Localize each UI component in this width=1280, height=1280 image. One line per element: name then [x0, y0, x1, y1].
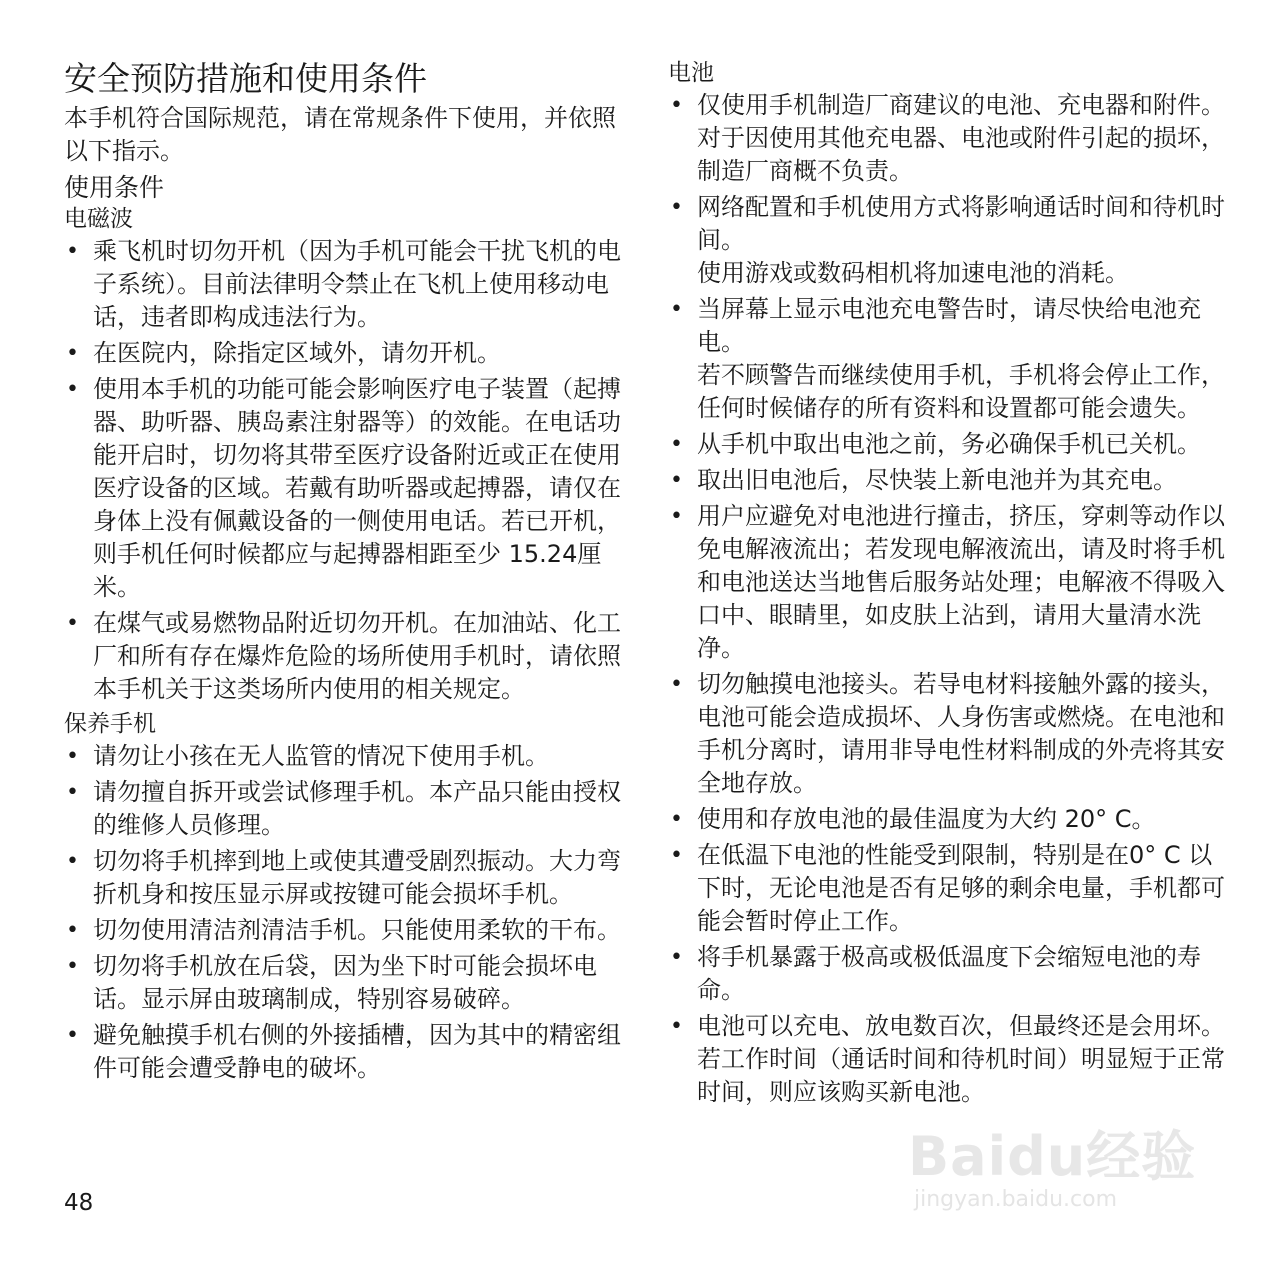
battery-list [668, 89, 1228, 1109]
list-item [668, 668, 1228, 800]
item-text: 仅使用手机制造厂商建议的电池、充电器和附件。对于因使用其他充电器、电池或附件引起的损坏，制造厂商概不负责。 [697, 91, 1225, 185]
item-text: 将手机暴露于极高或极低温度下会缩短电池的寿命。 [697, 943, 1201, 1004]
list-item: • 在医院内，除指定区域外，请勿开机。 [64, 337, 624, 370]
section-heading-usage-conditions: 使用条件 [64, 173, 165, 202]
list-item [668, 839, 1228, 938]
list-item: • 在煤气或易燃物品附近切勿开机。在加油站、化工厂和所有存在爆炸危险的场所使用手机时，请依照本手机关于这类场所内使用的相关规定。 [64, 607, 624, 706]
list-item: • 使用本手机的功能可能会影响医疗电子装置（起搏器、助听器、胰岛素注射器等）的效能。在电话功能开启时，切勿将其带至医疗设备附近或正在使用医疗设备的区域。若戴有助听器或起搏器，请仅在身体上没有佩戴设备的一侧使用电话。若已开机，则手机任何时候都应与起搏器相距至少 15.24厘米。 [64, 373, 624, 604]
item-text: 取出旧电池后，尽快装上新电池并为其充电。 [697, 466, 1177, 494]
page-number: 48 [64, 1190, 94, 1216]
list-item [668, 293, 1228, 425]
list-item [668, 500, 1228, 665]
item-text: 在低温下电池的性能受到限制，特别是在0° C 以下时，无论电池是否有足够的剩余电量，手机都可能会暂时停止工作。 [697, 841, 1225, 935]
item-text: 从手机中取出电池之前，务必确保手机已关机。 [697, 430, 1201, 458]
list-item [668, 464, 1228, 497]
list-item [668, 1010, 1228, 1109]
right-column [668, 58, 1228, 1112]
intro-paragraph: 本手机符合国际规范，请在常规条件下使用，并依照以下指示。 [64, 104, 616, 165]
list-item: • 避免触摸手机右侧的外接插槽，因为其中的精密组件可能会遭受静电的破坏。 [64, 1019, 624, 1085]
list-item: • 切勿将手机摔到地上或使其遭受剧烈振动。大力弯折机身和按压显示屏或按键可能会损坏手机。 [64, 845, 624, 911]
item-subtext: 若不顾警告而继续使用手机，手机将会停止工作，任何时候储存的所有资料和设置都可能会遗失。 [697, 361, 1225, 422]
list-item: • 乘飞机时切勿开机（因为手机可能会干扰飞机的电子系统）。目前法律明令禁止在飞机上使用移动电话，违者即构成违法行为。 [64, 235, 624, 334]
item-text: 切勿触摸电池接头。若导电材料接触外露的接头，电池可能会造成损坏、人身伤害或燃烧。在电池和手机分离时，请用非导电性材料制成的外壳将其安全地存放。 [697, 670, 1225, 797]
item-text: 网络配置和手机使用方式将影响通话时间和待机时间。 [697, 193, 1225, 254]
list-item: • 请勿让小孩在无人监管的情况下使用手机。 [64, 740, 624, 773]
list-item: • 切勿将手机放在后袋，因为坐下时可能会损坏电话。显示屏由玻璃制成，特别容易破碎。 [64, 950, 624, 1016]
item-text: 当屏幕上显示电池充电警告时，请尽快给电池充电。 [697, 295, 1201, 356]
left-column [64, 58, 624, 1088]
list-item [668, 941, 1228, 1007]
subheading-electromagnetic-waves: 电磁波 [64, 206, 133, 232]
list-item: • 切勿使用清洁剂清洁手机。只能使用柔软的干布。 [64, 914, 624, 947]
item-text: 用户应避免对电池进行撞击，挤压，穿刺等动作以免电解液流出；若发现电解液流出，请及时将手机和电池送达当地售后服务站处理；电解液不得吸入口中、眼睛里，如皮肤上沾到，请用大量清水洗净。 [697, 502, 1225, 662]
list-item: • 请勿擅自拆开或尝试修理手机。本产品只能由授权的维修人员修理。 [64, 776, 624, 842]
list-item [668, 803, 1228, 836]
list-item [668, 89, 1228, 188]
page-title: 安全预防措施和使用条件 [64, 59, 427, 98]
item-text: 使用和存放电池的最佳温度为大约 20° C。 [697, 805, 1156, 833]
baidu-watermark [908, 1125, 1208, 1228]
list-item [668, 428, 1228, 461]
item-subtext: 使用游戏或数码相机将加速电池的消耗。 [697, 259, 1129, 287]
care-list [64, 740, 624, 1085]
watermark-logo-text: Baidu经验 [908, 1125, 1197, 1188]
subheading-phone-care: 保养手机 [64, 711, 156, 737]
list-item [668, 191, 1228, 290]
em-list [64, 235, 624, 706]
subheading-battery: 电池 [668, 60, 714, 86]
item-text: 电池可以充电、放电数百次，但最终还是会用坏。若工作时间（通话时间和待机时间）明显短于正常时间，则应该购买新电池。 [697, 1012, 1225, 1106]
watermark-url-text: jingyan.baidu.com [914, 1187, 1118, 1212]
